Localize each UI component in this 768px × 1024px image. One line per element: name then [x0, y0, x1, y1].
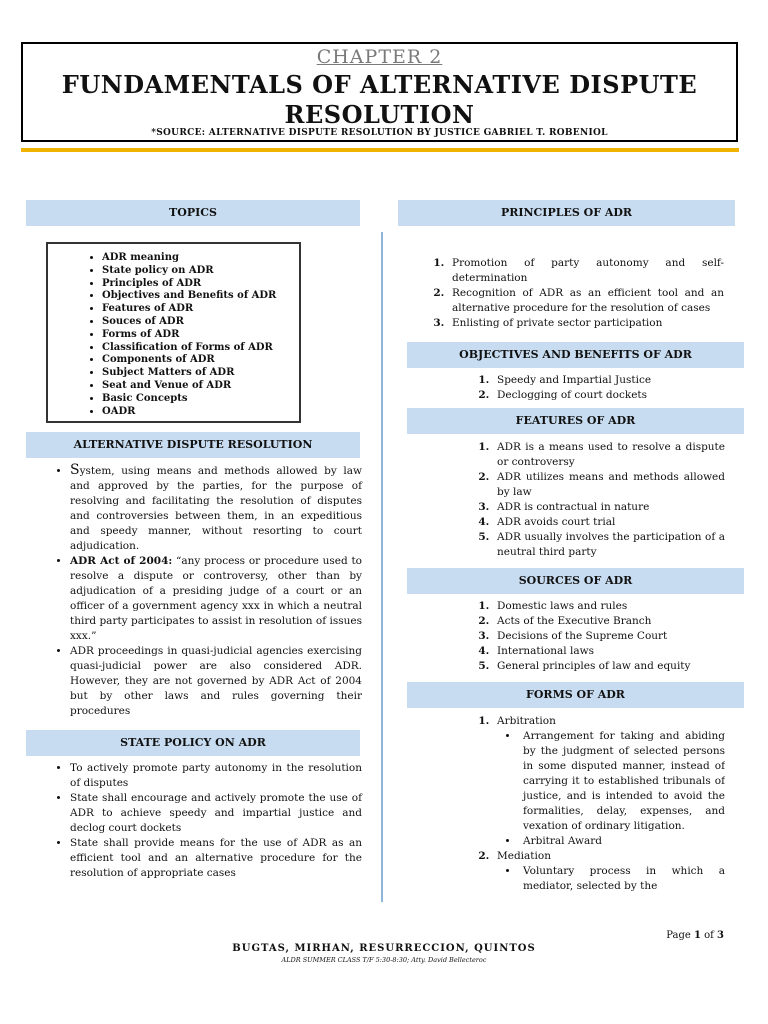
- title-box: [21, 42, 738, 142]
- list-item: 2. ADR utilizes means and methods allowed by law: [493, 470, 725, 500]
- list-item: 1. ADR is a means used to resolve a dispute or controversy: [493, 440, 725, 470]
- column-divider: [381, 232, 383, 902]
- list-item: • Arbitral Award: [519, 834, 725, 849]
- list-item: 1. Speedy and Impartial Justice: [493, 373, 733, 388]
- sources-heading: SOURCES OF ADR: [407, 568, 744, 594]
- list-item: 4. ADR avoids court trial: [493, 515, 725, 530]
- list-item: 3. Decisions of the Supreme Court: [493, 629, 733, 644]
- list-item: 1. Arbitration • Arrangement for taking and abiding by the judgment of selected persons in some disputed manner, instead of carrying it to established tribunals of justice, and is intended to avoid the formalities, delay, expenses, and vexation of ordinary litigation. • Arbitral Award: [493, 714, 725, 849]
- adr-definition: [50, 463, 362, 719]
- topics-box: [46, 242, 301, 423]
- list-item: 3. ADR is contractual in nature: [493, 500, 725, 515]
- state-policy-list: [50, 761, 362, 881]
- list-item: • System, using means and methods allowed by law and approved by the parties, for the purpose of resolving and facilitating the resolution of disputes and controversies between them, in an expeditious and speedy manner, without resorting to court adjudication.: [70, 463, 362, 554]
- list-item: • Features of ADR: [102, 303, 276, 316]
- list-item: • ADR proceedings in quasi-judicial agencies exercising quasi-judicial power are also considered ADR. However, they are not governed by ADR Act of 2004 but by other laws and rules governing their procedures: [70, 644, 362, 719]
- list-item: • Classification of Forms of ADR: [102, 342, 276, 355]
- list-item: 3. Enlisting of private sector participation: [448, 316, 724, 331]
- list-item: • State policy on ADR: [102, 265, 276, 278]
- list-item: 2. Declogging of court dockets: [493, 388, 733, 403]
- list-item: • Components of ADR: [102, 354, 276, 367]
- list-item: • Subject Matters of ADR: [102, 367, 276, 380]
- list-item: • Voluntary process in which a mediator, selected by the: [519, 864, 725, 894]
- sources-list: [473, 599, 733, 674]
- list-item: • Principles of ADR: [102, 278, 276, 291]
- document-title: [23, 70, 736, 130]
- list-item: 1. Promotion of party autonomy and self-determination: [448, 256, 724, 286]
- list-item: • ADR meaning: [102, 252, 276, 265]
- list-item: • Souces of ADR: [102, 316, 276, 329]
- list-item: • Forms of ADR: [102, 329, 276, 342]
- state-policy-heading: STATE POLICY ON ADR: [26, 730, 360, 756]
- forms-heading: FORMS OF ADR: [407, 682, 744, 708]
- features-list: [473, 440, 725, 560]
- list-item: • To actively promote party autonomy in the resolution of disputes: [70, 761, 362, 791]
- list-item: • ADR Act of 2004: “any process or procedure used to resolve a dispute or controversy, other than by adjudication of a presiding judge of a court or an officer of a government agency xxx in which a neutral third party participates to assist in resolution of issues xxx.”: [70, 554, 362, 644]
- list-item: • Arrangement for taking and abiding by the judgment of selected persons in some disputed manner, instead of carrying it to established tribunals of justice, and is intended to avoid the formalities, delay, expenses, and vexation of ordinary litigation.: [519, 729, 725, 834]
- adr-heading: ALTERNATIVE DISPUTE RESOLUTION: [26, 432, 360, 458]
- title-line-2: RESOLUTION: [284, 100, 475, 129]
- topics-list: [80, 252, 276, 418]
- list-item: • Objectives and Benefits of ADR: [102, 290, 276, 303]
- list-item: 2. Mediation • Voluntary process in which a mediator, selected by the: [493, 849, 725, 894]
- principles-heading: PRINCIPLES OF ADR: [398, 200, 735, 226]
- footer-class-info: ALDR SUMMER CLASS T/F 5:30-8:30; Atty. David Bellecteroc: [281, 956, 487, 964]
- topics-heading: TOPICS: [26, 200, 360, 226]
- list-item: 2. Recognition of ADR as an efficient tool and an alternative procedure for the resolution of cases: [448, 286, 724, 316]
- list-item: 2. Acts of the Executive Branch: [493, 614, 733, 629]
- source-line: *SOURCE: ALTERNATIVE DISPUTE RESOLUTION BY JUSTICE GABRIEL T. ROBENIOL: [151, 128, 608, 138]
- page-number: Page 1 of 3: [666, 930, 724, 941]
- footer-authors: BUGTAS, MIRHAN, RESURRECCION, QUINTOS: [232, 943, 536, 954]
- chapter-label: CHAPTER 2: [316, 46, 443, 68]
- list-item: 5. General principles of law and equity: [493, 659, 733, 674]
- list-item: • State shall encourage and actively promote the use of ADR to achieve speedy and impartial justice and declog court dockets: [70, 791, 362, 836]
- forms-list: [473, 714, 725, 922]
- list-item: • State shall provide means for the use of ADR as an efficient tool and an alternative procedure for the resolution of appropriate cases: [70, 836, 362, 881]
- list-item: • OADR: [102, 406, 276, 419]
- list-item: • Basic Concepts: [102, 393, 276, 406]
- list-item: 1. Domestic laws and rules: [493, 599, 733, 614]
- list-item: 5. ADR usually involves the participation of a neutral third party: [493, 530, 725, 560]
- list-item: 4. International laws: [493, 644, 733, 659]
- objectives-list: [473, 373, 733, 403]
- gold-divider: [21, 148, 739, 152]
- objectives-heading: OBJECTIVES AND BENEFITS OF ADR: [407, 342, 744, 368]
- title-line-1: FUNDAMENTALS OF ALTERNATIVE DISPUTE: [61, 70, 698, 99]
- principles-list: [428, 256, 724, 331]
- list-item: • Seat and Venue of ADR: [102, 380, 276, 393]
- features-heading: FEATURES OF ADR: [407, 408, 744, 434]
